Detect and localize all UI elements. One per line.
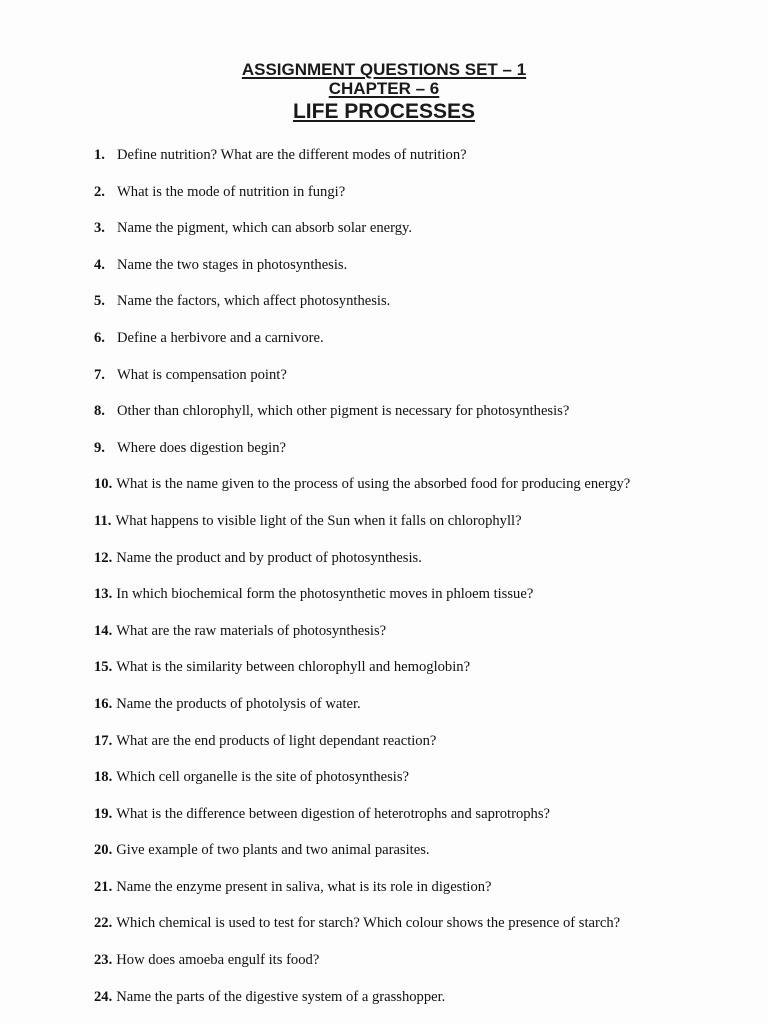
question-text: Name the factors, which affect photosynthesis.	[117, 293, 391, 310]
question-number: 16.	[94, 695, 113, 712]
question-item	[94, 511, 734, 548]
question-text: Name the product and by product of photosynthesis.	[116, 549, 422, 566]
question-number: 8.	[94, 403, 105, 420]
question-number: 20.	[94, 842, 113, 859]
question-number: 19.	[94, 805, 113, 822]
question-text: What is compensation point?	[117, 366, 287, 383]
question-item	[94, 474, 734, 511]
question-text: What is the similarity between chlorophyll and hemoglobin?	[116, 659, 471, 676]
question-number: 4.	[94, 256, 105, 273]
topic-title: LIFE PROCESSES	[292, 100, 476, 123]
question-number: 11.	[94, 512, 112, 529]
question-item	[94, 657, 734, 694]
question-item	[94, 987, 734, 1024]
question-item	[94, 694, 734, 731]
question-item	[94, 328, 734, 365]
question-item	[94, 145, 734, 182]
question-item	[94, 840, 734, 877]
question-text: Name the two stages in photosynthesis.	[117, 256, 348, 273]
question-number: 17.	[94, 732, 113, 749]
question-number: 13.	[94, 586, 113, 603]
question-text: Which chemical is used to test for starch? Which colour shows the presence of starch?	[116, 915, 621, 932]
question-text: Name the parts of the digestive system of a grasshopper.	[116, 988, 446, 1005]
question-item	[94, 731, 734, 768]
question-item	[94, 877, 734, 914]
question-text: Define a herbivore and a carnivore.	[117, 329, 324, 346]
question-number: 3.	[94, 220, 105, 237]
question-item	[94, 365, 734, 402]
question-text: What are the raw materials of photosynthesis?	[116, 622, 387, 639]
question-text: Other than chlorophyll, which other pigment is necessary for photosynthesis?	[117, 403, 570, 420]
question-number: 9.	[94, 439, 105, 456]
question-text: Name the products of photolysis of water.	[116, 695, 361, 712]
question-item	[94, 804, 734, 841]
question-number: 1.	[94, 147, 105, 163]
chapter-title: CHAPTER – 6	[328, 79, 440, 98]
question-text: Define nutrition? What are the different modes of nutrition?	[117, 147, 467, 163]
question-item	[94, 584, 734, 621]
question-number: 24.	[94, 988, 113, 1005]
question-number: 15.	[94, 659, 113, 676]
question-text: Name the enzyme present in saliva, what is its role in digestion?	[116, 878, 492, 895]
document-header	[0, 60, 768, 125]
question-text: What happens to visible light of the Sun when it falls on chlorophyll?	[115, 512, 522, 529]
question-number: 2.	[94, 183, 105, 200]
question-text: What are the end products of light dependant reaction?	[116, 732, 437, 749]
question-item	[94, 218, 734, 255]
question-item	[94, 438, 734, 475]
question-text: Give example of two plants and two animal parasites.	[116, 842, 430, 859]
question-text: Where does digestion begin?	[117, 439, 286, 456]
question-list	[94, 145, 734, 1023]
question-item	[94, 621, 734, 658]
question-number: 22.	[94, 915, 113, 932]
question-text: In which biochemical form the photosynthetic moves in phloem tissue?	[116, 586, 534, 603]
question-number: 7.	[94, 366, 105, 383]
question-item	[94, 950, 734, 987]
question-number: 5.	[94, 293, 105, 310]
question-number: 12.	[94, 549, 113, 566]
question-item	[94, 913, 734, 950]
question-item	[94, 182, 734, 219]
question-item	[94, 255, 734, 292]
question-item	[94, 401, 734, 438]
question-number: 10.	[94, 476, 113, 493]
question-number: 21.	[94, 878, 113, 895]
question-number: 18.	[94, 769, 113, 786]
question-text: What is the name given to the process of using the absorbed food for producing energy?	[116, 476, 631, 493]
question-item	[94, 291, 734, 328]
assignment-title: ASSIGNMENT QUESTIONS SET – 1	[241, 60, 527, 79]
question-text: What is the difference between digestion of heterotrophs and saprotrophs?	[116, 805, 551, 822]
question-item	[94, 767, 734, 804]
question-text: How does amoeba engulf its food?	[116, 952, 320, 969]
question-number: 6.	[94, 329, 105, 346]
question-text: What is the mode of nutrition in fungi?	[117, 183, 346, 200]
question-text: Which cell organelle is the site of photosynthesis?	[116, 769, 410, 786]
question-text: Name the pigment, which can absorb solar energy.	[117, 220, 413, 237]
question-number: 23.	[94, 952, 113, 969]
question-item	[94, 548, 734, 585]
question-number: 14.	[94, 622, 113, 639]
